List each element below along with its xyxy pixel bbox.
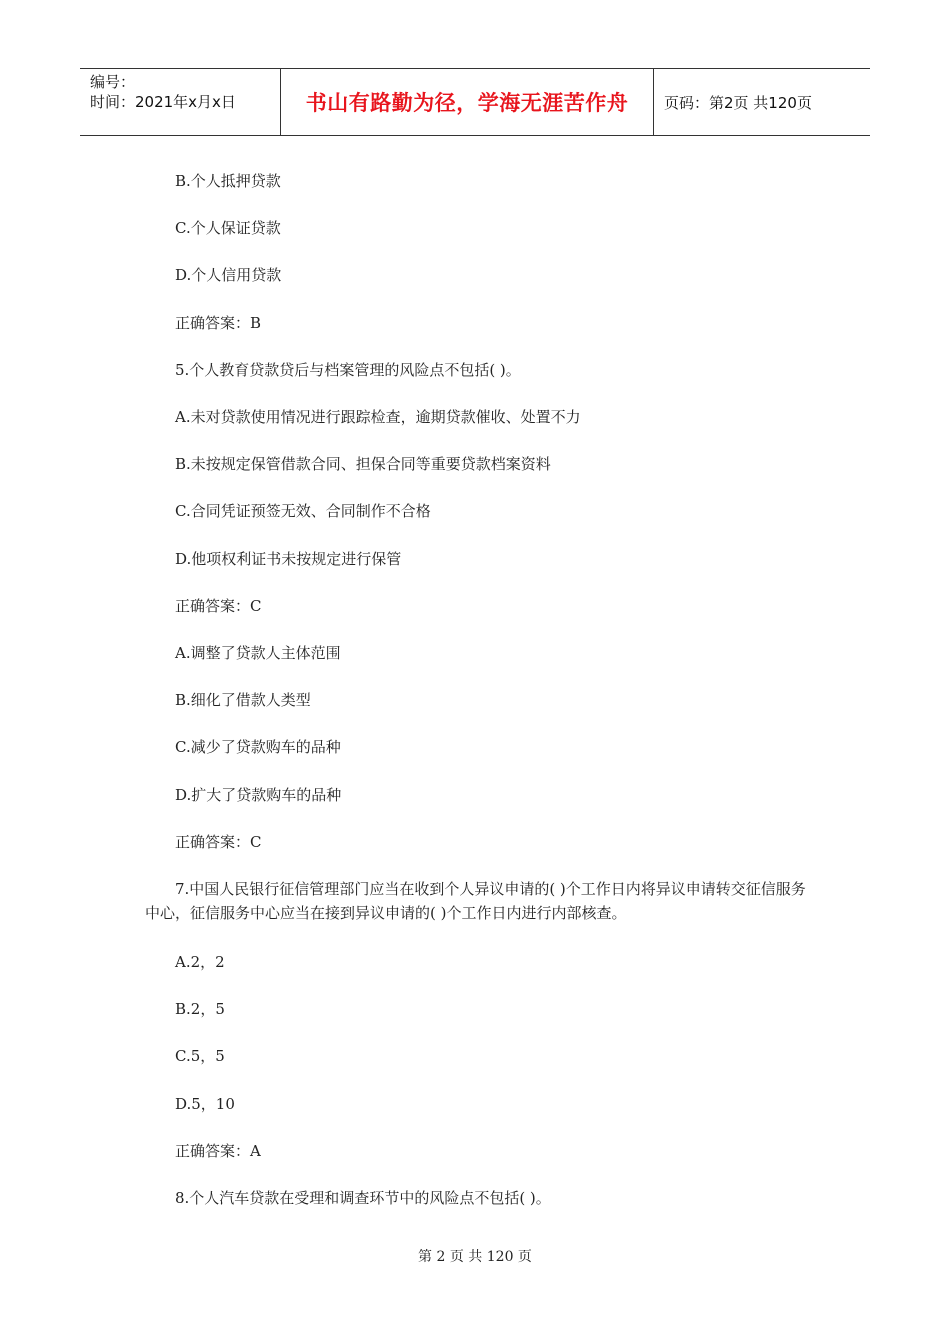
option-line: C.5，5 <box>175 1047 225 1065</box>
answer-line: 正确答案：B <box>175 314 262 332</box>
option-line: C.减少了贷款购车的品种 <box>175 738 341 756</box>
option-line: A.未对贷款使用情况进行跟踪检查，逾期贷款催收、处置不力 <box>175 408 581 426</box>
option-line: A.调整了贷款人主体范围 <box>175 644 341 662</box>
page-header <box>80 68 870 136</box>
question-paragraph: 7.中国人民银行征信管理部门应当在收到个人异议申请的( )个工作日内将异议申请转交征信服务中心，征信服务中心应当在接到异议申请的( )个工作日内进行内部核查。 <box>145 880 806 922</box>
header-page-indicator: 页码：第2页 共120页 <box>664 93 812 112</box>
option-line: D.个人信用贷款 <box>175 266 282 284</box>
header-motto: 书山有路勤为径，学海无涯苦作舟 <box>281 69 654 135</box>
answer-line: 正确答案：A <box>175 1142 261 1160</box>
option-line: B.未按规定保管借款合同、担保合同等重要贷款档案资料 <box>175 455 551 473</box>
option-line: B.2，5 <box>175 1000 225 1018</box>
option-line: A.2，2 <box>175 953 225 971</box>
option-line: D.5，10 <box>175 1095 235 1113</box>
document-number-label: 编号： <box>90 73 136 91</box>
answer-line: 正确答案：C <box>175 597 262 615</box>
option-line: D.扩大了贷款购车的品种 <box>175 786 342 804</box>
option-line: C.合同凭证预签无效、合同制作不合格 <box>175 502 431 520</box>
option-line: C.个人保证贷款 <box>175 219 281 237</box>
question-line: 5.个人教育贷款贷后与档案管理的风险点不包括( )。 <box>175 361 521 379</box>
question-line: 8.个人汽车贷款在受理和调查环节中的风险点不包括( )。 <box>175 1189 551 1207</box>
option-line: B.细化了借款人类型 <box>175 691 311 709</box>
option-line: B.个人抵押贷款 <box>175 172 281 190</box>
page-footer: 第 2 页 共 120 页 <box>418 1249 532 1265</box>
header-meta <box>80 69 281 135</box>
answer-line: 正确答案：C <box>175 833 262 851</box>
document-date-label: 时间：2021年x月x日 <box>90 93 236 111</box>
option-line: D.他项权利证书未按规定进行保管 <box>175 550 402 568</box>
